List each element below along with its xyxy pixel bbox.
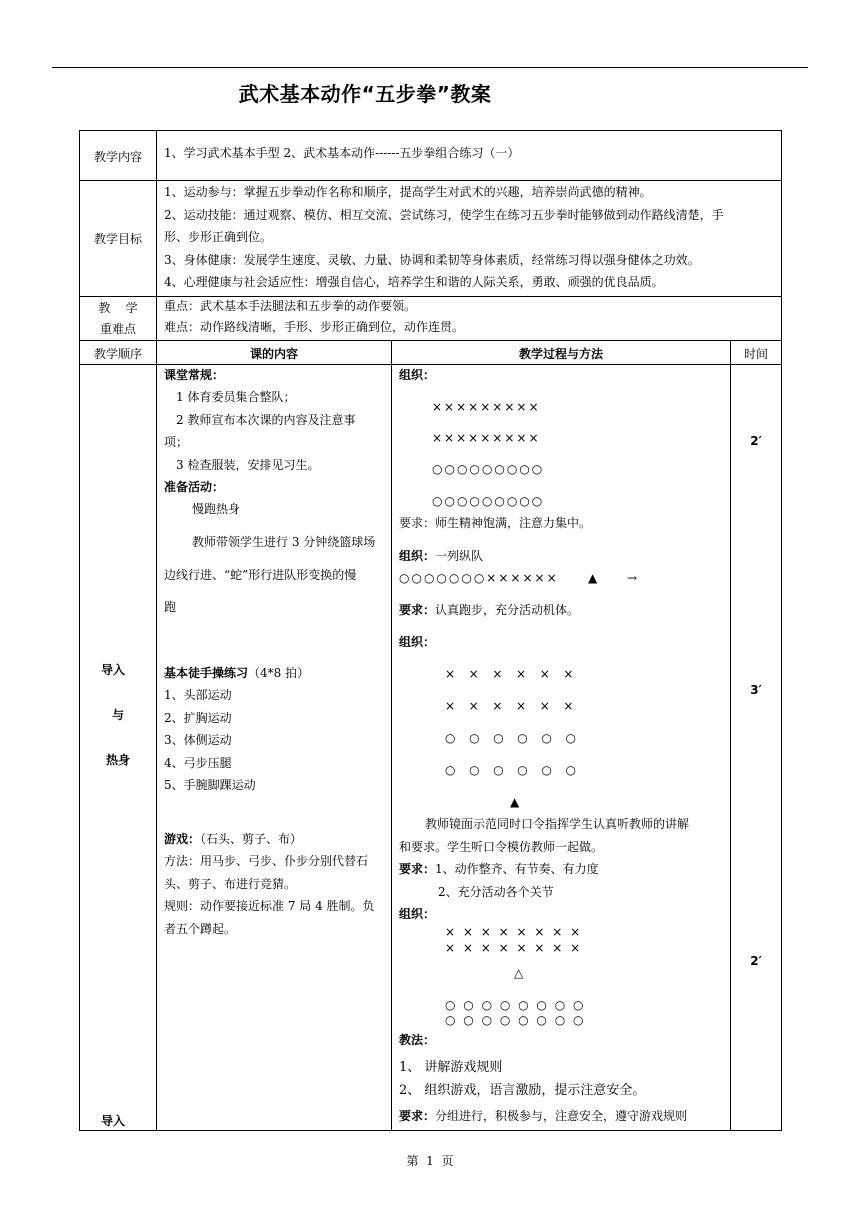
exercise-item: 4、弓步压腿 xyxy=(164,756,232,770)
org2-text: 一列纵队 xyxy=(435,549,484,563)
time-value: 2′ xyxy=(750,434,762,448)
exercise-item: 2、扩胸运动 xyxy=(164,711,232,725)
org4-row: × × × × × × × × xyxy=(445,925,583,939)
warmup-desc: 边线行进、“蛇”形行进队形变换的慢 xyxy=(164,568,357,582)
header-order: 教学顺序 xyxy=(93,347,142,361)
exercise-item: 1、头部运动 xyxy=(164,688,232,702)
org1-label: 组织： xyxy=(399,368,436,382)
order-intro: 导入 xyxy=(100,663,125,677)
game-line: 头、剪子、布进行竞猜。 xyxy=(164,877,297,891)
req1-text: 要求：师生精神饱满，注意力集中。 xyxy=(399,516,592,530)
req3-line1: 1、动作整齐、有节奏、有力度 xyxy=(435,862,599,876)
req2-line xyxy=(399,603,579,618)
org2-line: ○○○○○○○×××××× xyxy=(399,571,559,585)
teacher-marker: △ xyxy=(514,966,524,980)
time-value: 3′ xyxy=(750,683,762,697)
warmup-desc: 教师带领学生进行 3 分钟绕篮球场 xyxy=(192,535,376,549)
header-method: 教学过程与方法 xyxy=(518,347,603,361)
goal-line: 1、运动参与：掌握五步拳动作名称和顺序，提高学生对武术的兴趣，培养崇尚武德的精神。 xyxy=(164,185,652,199)
warmup-desc: 跑 xyxy=(164,600,177,614)
header-rule xyxy=(52,67,808,68)
game-line: 规则：动作要接近标准 7 局 4 胜制。负 xyxy=(164,899,375,913)
routine-item: 3 检查服装，安排见习生。 xyxy=(176,458,320,472)
keypoints-label-line1: 教 学 xyxy=(98,301,138,315)
game-line: 者五个蹲起。 xyxy=(164,922,237,936)
org3-row: ○ ○ ○ ○ ○ ○ xyxy=(445,763,578,777)
content-label: 教学内容 xyxy=(93,150,142,164)
goal-line: 4、心理健康与社会适应性：增强自信心，培养学生和谐的人际关系，勇敢、顽强的优良品质。 xyxy=(164,275,664,289)
goals-label: 教学目标 xyxy=(93,232,142,246)
warmup-item: 慢跑热身 xyxy=(192,502,241,516)
goal-line: 3、身体健康：发展学生速度、灵敏、力量、协调和柔韧等身体素质，经常练习得以强身健体之功效。 xyxy=(164,253,700,267)
exercise-count: （4*8 拍） xyxy=(248,666,310,680)
exercise-item: 5、手腕脚踝运动 xyxy=(164,778,256,792)
org1-row: ○○○○○○○○○ xyxy=(432,462,545,476)
org1-row: ××××××××× xyxy=(432,400,541,414)
goal-line: 2、运动技能：通过观察、模仿、相互交流、尝试练习，使学生在练习五步拳时能够做到动作路线清楚，手 xyxy=(164,208,724,222)
order-intro-cont: 导入 xyxy=(100,1114,125,1128)
org4-label: 组织： xyxy=(399,907,436,921)
exercise-heading xyxy=(164,666,309,681)
org4-row: × × × × × × × × xyxy=(445,941,583,955)
req3-line xyxy=(399,862,599,877)
org1-row: ××××××××× xyxy=(432,431,541,445)
order-warmup: 热身 xyxy=(105,753,130,767)
desc3-line: 教师镜面示范同时口令指挥学生认真听教师的讲解 xyxy=(425,817,690,831)
req3-label: 要求： xyxy=(399,862,436,876)
req2-label: 要求： xyxy=(399,603,436,617)
org3-label: 组织： xyxy=(399,635,436,649)
header-content: 课的内容 xyxy=(249,347,298,361)
req4-label: 要求： xyxy=(399,1109,436,1123)
teach-item: 1、 讲解游戏规则 xyxy=(399,1060,503,1075)
org4-row: ○ ○ ○ ○ ○ ○ ○ ○ xyxy=(445,1013,586,1027)
teach-item: 2、 组织游戏，语言激励，提示注意安全。 xyxy=(399,1083,646,1098)
keypoint-line: 重点：武术基本手法腿法和五步拳的动作要领。 xyxy=(164,299,417,313)
order-and: 与 xyxy=(111,708,124,722)
game-heading xyxy=(164,832,302,847)
header-time: 时间 xyxy=(743,347,768,361)
teach-label: 教法： xyxy=(399,1033,436,1047)
game-name: （石头、剪子、布） xyxy=(200,832,303,846)
routine-item: 1 体育委员集合整队； xyxy=(176,390,296,404)
org2-label: 组织： xyxy=(399,549,436,563)
org3-row: × × × × × × xyxy=(445,667,576,681)
keypoint-line: 难点：动作路线清晰，手形、步形正确到位，动作连贯。 xyxy=(164,320,465,334)
req2-text: 认真跑步，充分活动机体。 xyxy=(435,603,580,617)
org3-row: × × × × × × xyxy=(445,699,576,713)
teacher-marker: ▲ xyxy=(588,571,598,585)
routine-item: 2 教师宣布本次课的内容及注意事 xyxy=(176,413,356,427)
org2-heading xyxy=(399,549,483,564)
routine-item: 项； xyxy=(164,435,189,449)
desc3-line: 和要求。学生听口令模仿教师一起做。 xyxy=(399,840,604,854)
req4-text: 分组进行，积极参与，注意安全，遵守游戏规则 xyxy=(435,1109,688,1123)
arrow-right-icon: → xyxy=(627,571,638,585)
game-title: 游戏： xyxy=(164,832,201,846)
exercise-item: 3、体侧运动 xyxy=(164,733,232,747)
exercise-title: 基本徒手操练习 xyxy=(164,666,249,680)
teacher-marker: ▲ xyxy=(510,795,520,809)
req4-line xyxy=(399,1109,687,1124)
page-title: 武术基本动作“五步拳”教案 xyxy=(238,82,492,106)
org4-row: ○ ○ ○ ○ ○ ○ ○ ○ xyxy=(445,998,586,1012)
warmup-title: 准备活动： xyxy=(164,480,225,494)
req3-line2: 2、充分活动各个关节 xyxy=(438,885,554,899)
page-number: 第 1 页 xyxy=(406,1154,454,1168)
goal-line: 形、步形正确到位。 xyxy=(164,230,273,244)
org3-row: ○ ○ ○ ○ ○ ○ xyxy=(445,731,578,745)
content-text: 1、学习武术基本手型 2、武术基本动作------五步拳组合练习（一） xyxy=(164,146,520,160)
org1-row: ○○○○○○○○○ xyxy=(432,494,545,508)
time-value: 2′ xyxy=(750,954,762,968)
keypoints-label-line2: 重难点 xyxy=(99,322,136,336)
routine-title: 课堂常规： xyxy=(164,368,225,382)
game-line: 方法：用马步、弓步、仆步分别代替石 xyxy=(164,854,369,868)
